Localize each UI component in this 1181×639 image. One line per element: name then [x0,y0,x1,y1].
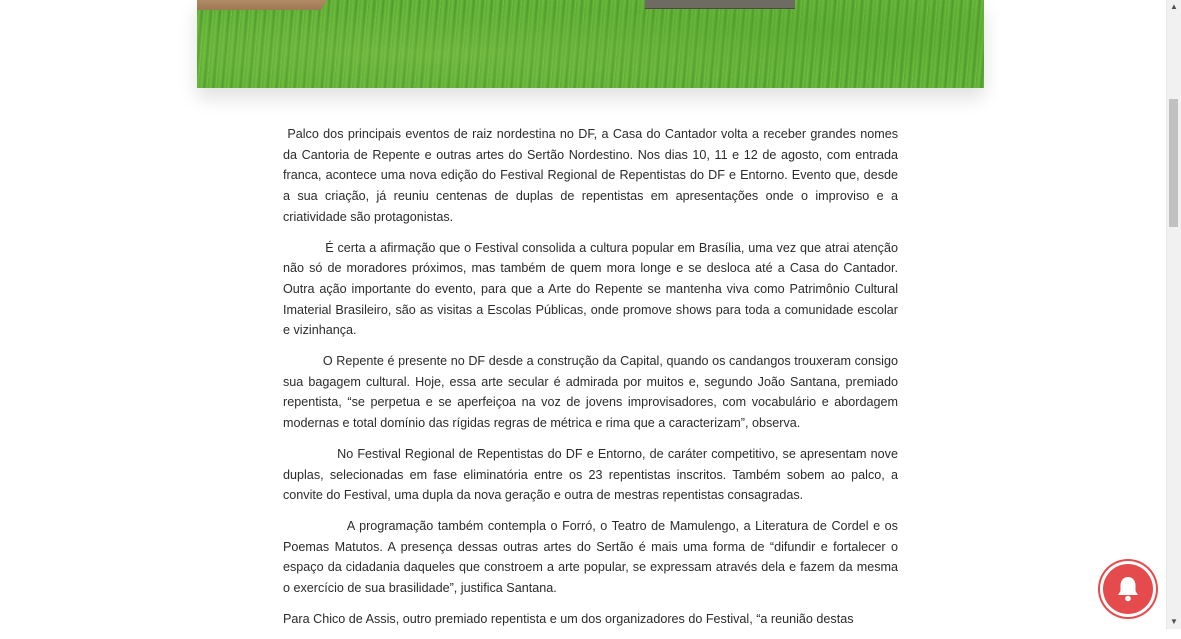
article-paragraph: No Festival Regional de Repentistas do DF e Entorno, de caráter competitivo, se apresentam nove duplas, selecionadas em fase eliminatória entre os 23 repentistas inscritos. Também sobem ao palco, a convite do Festival, uma dupla da nova geração e outra de mestras repentistas consagradas. [283,446,902,503]
hero-stone-plaque [645,0,795,9]
article-body [283,124,902,639]
hero-image [197,0,984,88]
hero-path [197,0,327,10]
article-paragraph: O Repente é presente no DF desde a construção da Capital, quando os candangos trouxeram consigo sua bagagem cultural. Hoje, essa arte secular é admirada por muitos e, segundo João Santana, premiado repentista, “se perpetua e se aperfeiçoa na voz de jovens improvisadores, com vocabulário e abordagem modernas e total domínio das rígidas regras de métrica e rima que a caracterizam”, observa. [283,354,902,431]
scrollbar-thumb[interactable] [1169,99,1178,227]
vertical-scrollbar[interactable] [1166,0,1181,629]
article-paragraph: Palco dos principais eventos de raiz nordestina no DF, a Casa do Cantador volta a receber grandes nomes da Cantoria de Repente e outras artes do Sertão Nordestino. Nos dias 10, 11 e 12 de agosto, com entrada franca, acontece uma nova edição do Festival Regional de Repentistas do DF e Entorno. Evento que, desde a sua criação, já reuniu centenas de duplas de repentistas em apresentações onde o improviso e a criatividade são protagonistas. [283,127,902,224]
notification-bell-button[interactable] [1103,564,1153,614]
arrow-up-icon[interactable]: ▲ [1170,2,1178,11]
arrow-down-icon[interactable]: ▼ [1170,617,1178,626]
article-paragraph: É certa a afirmação que o Festival consolida a cultura popular em Brasília, uma vez que atrai atenção não só de moradores próximos, mas também de quem mora longe e se desloca até a Casa do Cantador. Outra ação importante do evento, para que a Arte do Repente se mantenha viva como Patrimônio Cultural Imaterial Brasileiro, são as visitas a Escolas Públicas, onde promove shows para toda a comunidade escolar e vizinhança. [283,240,902,338]
article-paragraph: A programação também contempla o Forró, o Teatro de Mamulengo, a Literatura de Cordel e os Poemas Matutos. A presença dessas outras artes do Sertão é mais uma forma de “difundir e fortalecer o espaço da cidadania daqueles que constroem a arte popular, se expressam através dela e fazem da mesma o exercício de sua brasilidade”, justifica Santana. [283,518,902,596]
article-paragraph: Para Chico de Assis, outro premiado repentista e um dos organizadores do Festival, “a reunião destas [283,611,854,626]
bell-icon [1115,575,1141,603]
